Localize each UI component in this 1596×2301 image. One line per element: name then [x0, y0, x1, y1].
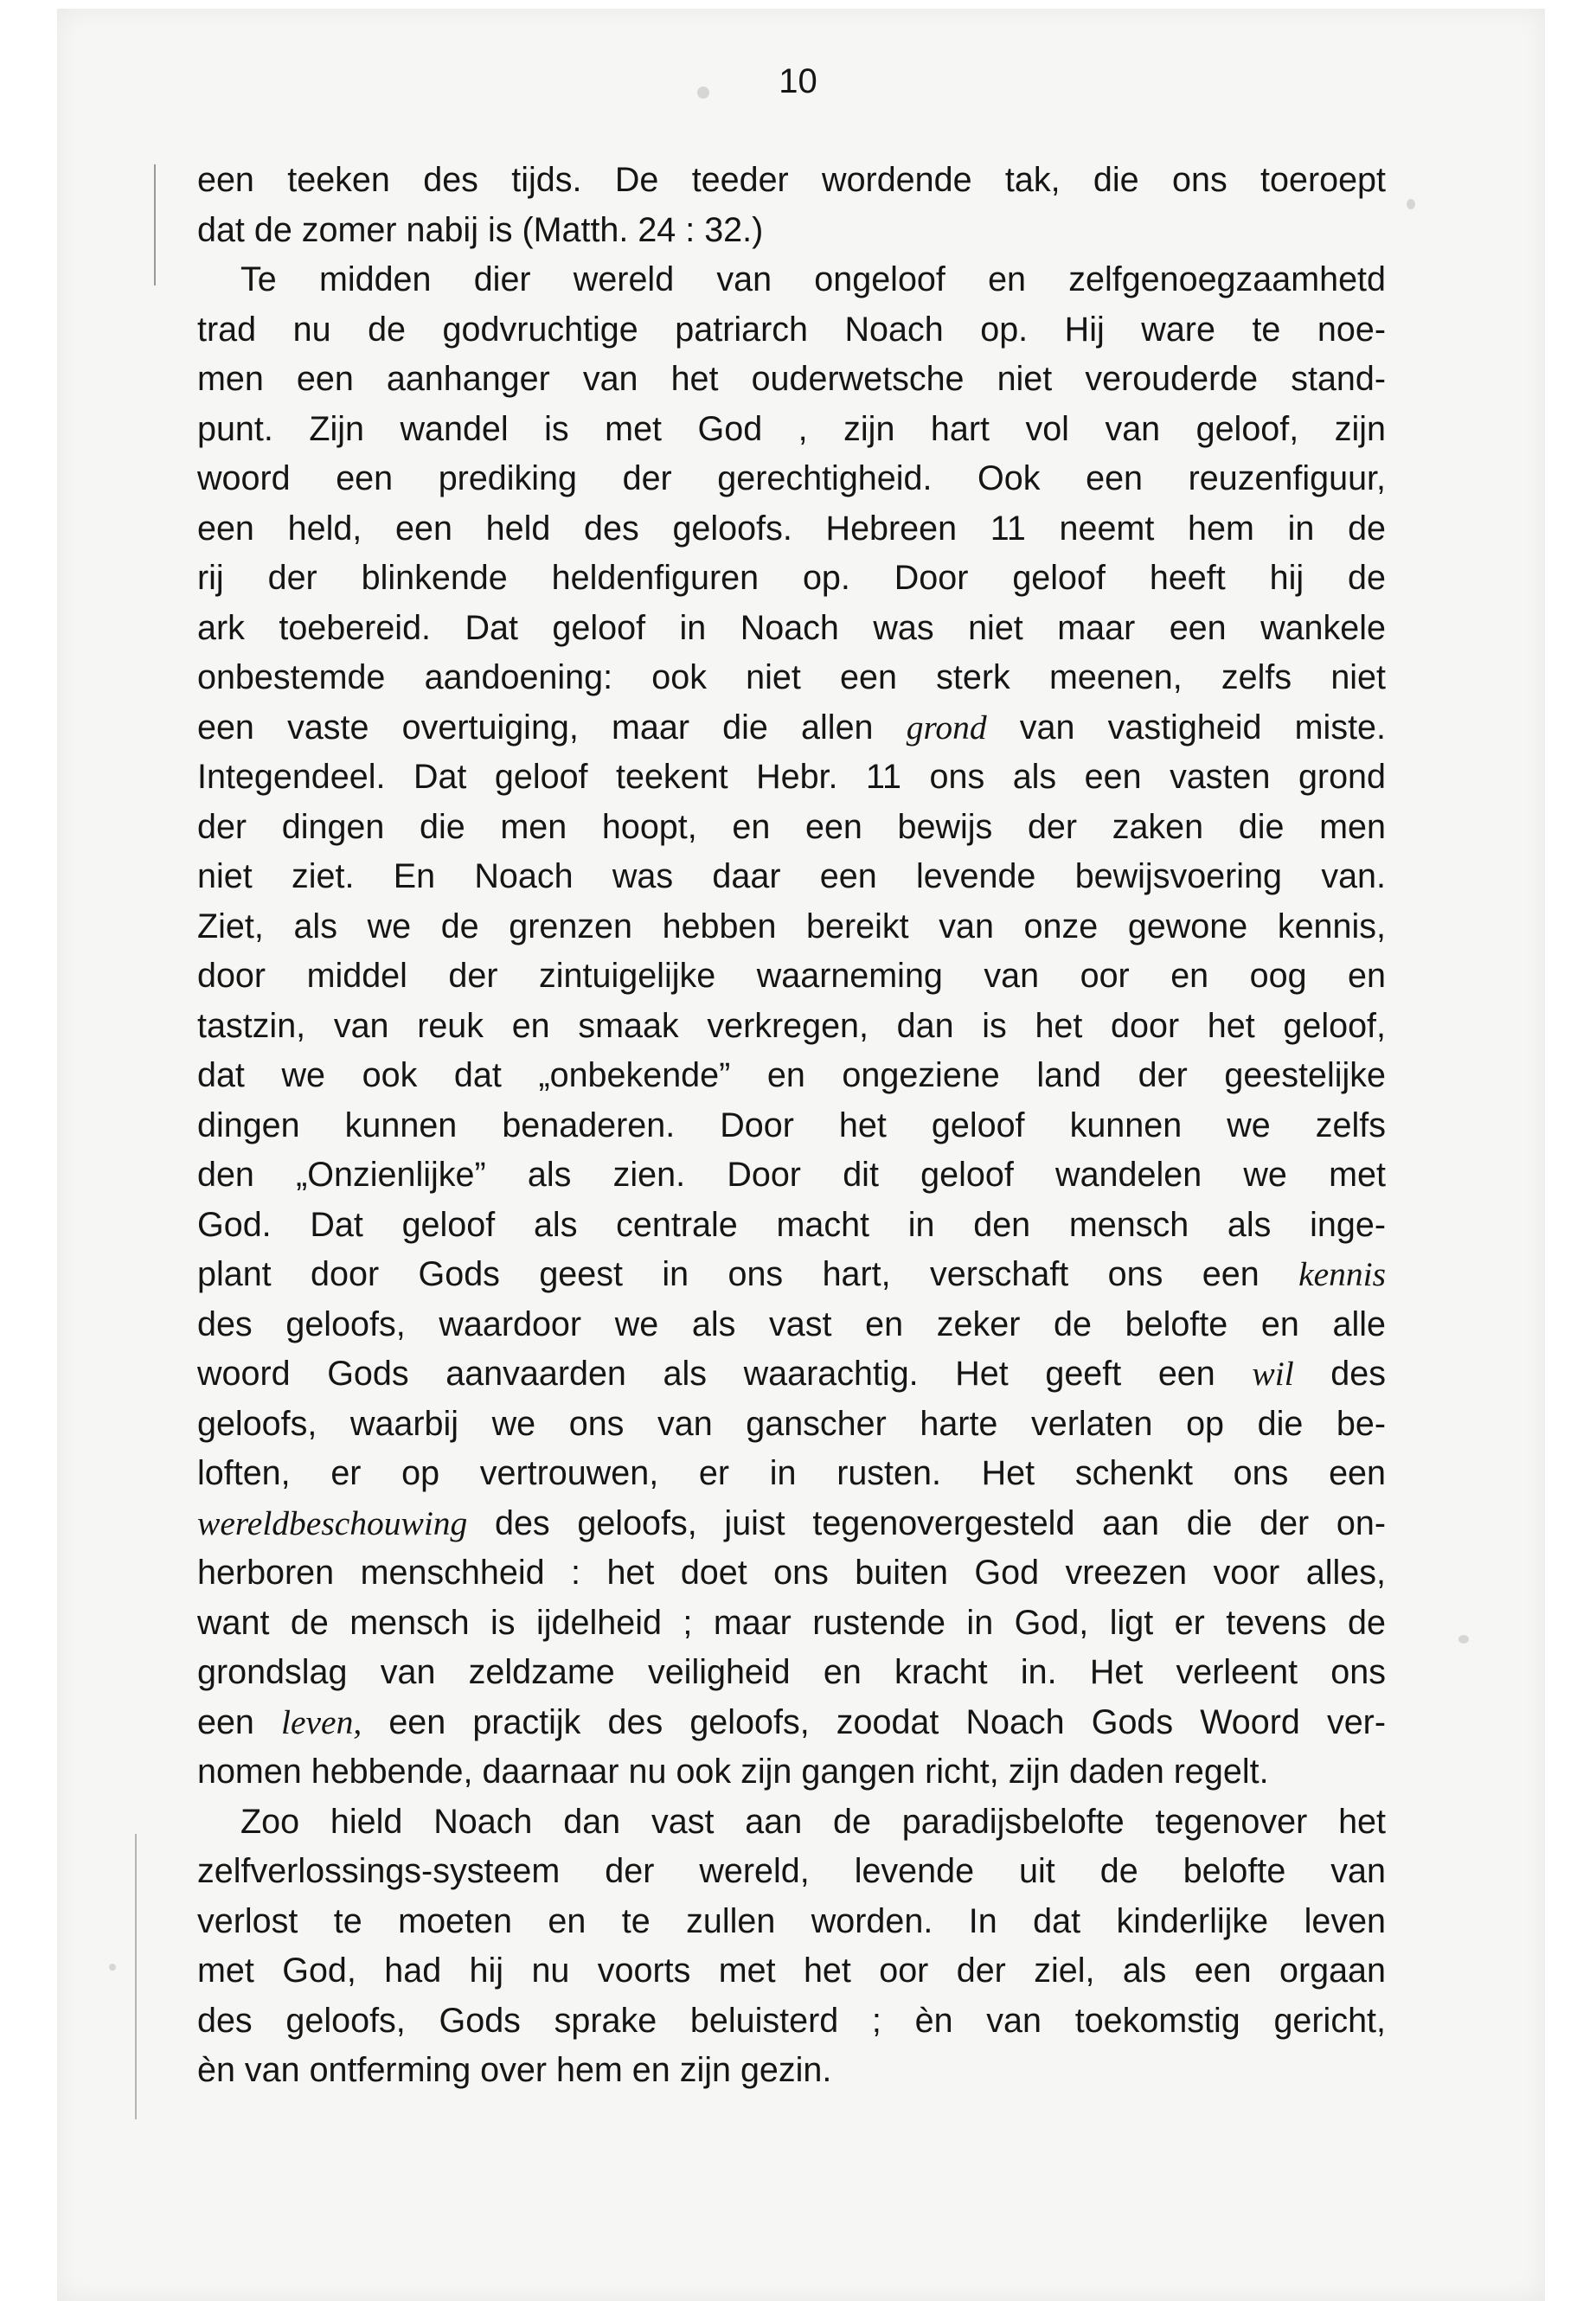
text-segment: trad nu de godvruchtige patriarch Noach op. Hij ware te noe- — [197, 310, 1386, 349]
text-line — [197, 1798, 1386, 1848]
text-segment: dingen kunnen benaderen. Door het geloof kunnen we zelfs — [197, 1106, 1386, 1144]
text-line — [197, 1698, 1386, 1748]
text-segment: God. Dat geloof als centrale macht in den mensch als inge- — [197, 1205, 1386, 1244]
text-line — [197, 255, 1386, 305]
text-line — [197, 1250, 1386, 1300]
text-segment: dat we ook dat „onbekende” en ongeziene land der geestelijke — [197, 1056, 1386, 1094]
text-segment: Zoo hield Noach dan vast aan de paradijsbelofte tegenover het — [240, 1802, 1386, 1841]
text-segment: een practijk des geloofs, zoodat Noach Gods Woord ver- — [362, 1702, 1386, 1741]
text-segment: èn van ontferming over hem en zijn gezin. — [197, 2051, 832, 2089]
text-segment: Ziet, als we de grenzen hebben bereikt van onze gewone kennis, — [197, 907, 1386, 945]
margin-mark-top — [154, 164, 156, 285]
text-segment: onbestemde aandoening: ook niet een sterk meenen, zelfs niet — [197, 658, 1386, 696]
margin-mark-bottom — [135, 1834, 137, 2119]
text-line — [197, 1101, 1386, 1151]
text-segment: des geloofs, Gods sprake beluisterd ; èn van toekomstig gericht, — [197, 2001, 1386, 2040]
text-segment: niet ziet. En Noach was daar een levende bewijsvoering van. — [197, 857, 1386, 895]
text-line — [197, 1946, 1386, 1997]
text-line — [197, 1499, 1386, 1549]
text-line — [197, 2046, 1386, 2096]
text-line — [197, 703, 1386, 753]
italic-text: leven, — [281, 1702, 362, 1741]
text-line — [197, 1349, 1386, 1400]
text-segment: ark toebereid. Dat geloof in Noach was niet maar een wankele — [197, 608, 1386, 647]
text-line — [197, 1599, 1386, 1649]
text-segment: des geloofs, waardoor we als vast en zeker de belofte en alle — [197, 1304, 1386, 1343]
text-segment: een teeken des tijds. De teeder wordende tak, die ons toeroept — [197, 161, 1386, 199]
text-line — [197, 1449, 1386, 1499]
text-segment: want de mensch is ijdelheid ; maar rustende in God, ligt er tevens de — [197, 1603, 1386, 1642]
text-line — [197, 803, 1386, 853]
text-line — [197, 1002, 1386, 1052]
paper-speck — [1407, 199, 1415, 209]
text-line — [197, 1648, 1386, 1698]
text-line — [197, 1997, 1386, 2047]
text-line — [197, 1400, 1386, 1450]
text-segment: een held, een held des geloofs. Hebreen 11 neemt hem in de — [197, 509, 1386, 548]
text-line — [197, 1747, 1386, 1798]
body-text — [197, 156, 1386, 2096]
paragraph — [197, 156, 1386, 255]
text-segment: plant door Gods geest in ons hart, verschaft ons een — [197, 1255, 1299, 1293]
text-segment: men een aanhanger van het ouderwetsche niet verouderde stand- — [197, 360, 1386, 398]
text-line — [197, 1548, 1386, 1599]
text-segment: verlost te moeten en te zullen worden. In dat kinderlijke leven — [197, 1901, 1386, 1940]
text-segment: van vastigheid miste. — [986, 708, 1386, 747]
text-segment: een vaste overtuiging, maar die allen — [197, 708, 907, 747]
text-segment: rij der blinkende heldenfiguren op. Door geloof heeft hij de — [197, 559, 1386, 597]
text-line — [197, 604, 1386, 654]
text-segment: nomen hebbende, daarnaar nu ook zijn gangen richt, zijn daden regelt. — [197, 1753, 1269, 1791]
text-segment: een — [197, 1702, 282, 1741]
text-segment: der dingen die men hoopt, en een bewijs der zaken die men — [197, 807, 1386, 846]
text-line — [197, 852, 1386, 902]
text-segment: den „Onzienlijke” als zien. Door dit geloof wandelen we met — [197, 1156, 1386, 1194]
text-segment: herboren menschheid : het doet ons buiten God vreezen voor alles, — [197, 1554, 1386, 1592]
text-line — [197, 1847, 1386, 1897]
text-line — [197, 902, 1386, 952]
paper-speck — [109, 1964, 116, 1971]
text-segment: door middel der zintuigelijke waarneming van oor en oog en — [197, 957, 1386, 995]
text-segment: tastzin, van reuk en smaak verkregen, dan is het door het geloof, — [197, 1006, 1386, 1045]
text-segment: woord een prediking der gerechtigheid. Ook een reuzenfiguur, — [197, 459, 1386, 497]
text-line — [197, 1201, 1386, 1251]
text-line — [197, 554, 1386, 604]
text-segment: geloofs, waarbij we ons van ganscher harte verlaten op die be- — [197, 1404, 1386, 1443]
text-line — [197, 454, 1386, 504]
text-line — [197, 405, 1386, 455]
text-segment: Te midden dier wereld van ongeloof en zelfgenoegzaamhetd — [240, 260, 1386, 298]
text-segment: met God, had hij nu voorts met het oor der ziel, als een orgaan — [197, 1952, 1386, 1990]
text-line — [197, 753, 1386, 803]
text-line — [197, 653, 1386, 703]
italic-text: grond — [906, 708, 987, 747]
page-number: 10 — [779, 62, 817, 100]
text-line — [197, 206, 1386, 256]
text-segment: woord Gods aanvaarden als waarachtig. Het geeft een — [197, 1355, 1253, 1393]
text-line — [197, 1051, 1386, 1101]
italic-text: wil — [1252, 1355, 1294, 1393]
text-line — [197, 1897, 1386, 1947]
text-segment: grondslag van zeldzame veiligheid en kracht in. Het verleent ons — [197, 1653, 1386, 1691]
text-line — [197, 355, 1386, 405]
text-segment: Integendeel. Dat geloof teekent Hebr. 11 ons als een vasten grond — [197, 758, 1386, 796]
text-segment: punt. Zijn wandel is met God , zijn hart vol van geloof, zijn — [197, 409, 1386, 448]
text-segment: des — [1293, 1355, 1386, 1393]
text-line — [197, 952, 1386, 1002]
italic-text: kennis — [1298, 1255, 1386, 1293]
paragraph — [197, 1798, 1386, 2096]
italic-text: wereldbeschouwing — [197, 1503, 468, 1542]
text-line — [197, 504, 1386, 554]
text-segment: zelfverlossings-systeem der wereld, levende uit de belofte van — [197, 1852, 1386, 1890]
text-line — [197, 1150, 1386, 1201]
paragraph — [197, 255, 1386, 1798]
text-segment: dat de zomer nabij is (Matth. 24 : 32.) — [197, 210, 764, 249]
text-line — [197, 1300, 1386, 1350]
text-segment: loften, er op vertrouwen, er in rusten. Het schenkt ons een — [197, 1454, 1386, 1492]
paper-speck — [1458, 1635, 1469, 1644]
text-line — [197, 156, 1386, 206]
text-line — [197, 305, 1386, 356]
text-segment: des geloofs, juist tegenovergesteld aan die der on- — [467, 1503, 1386, 1542]
